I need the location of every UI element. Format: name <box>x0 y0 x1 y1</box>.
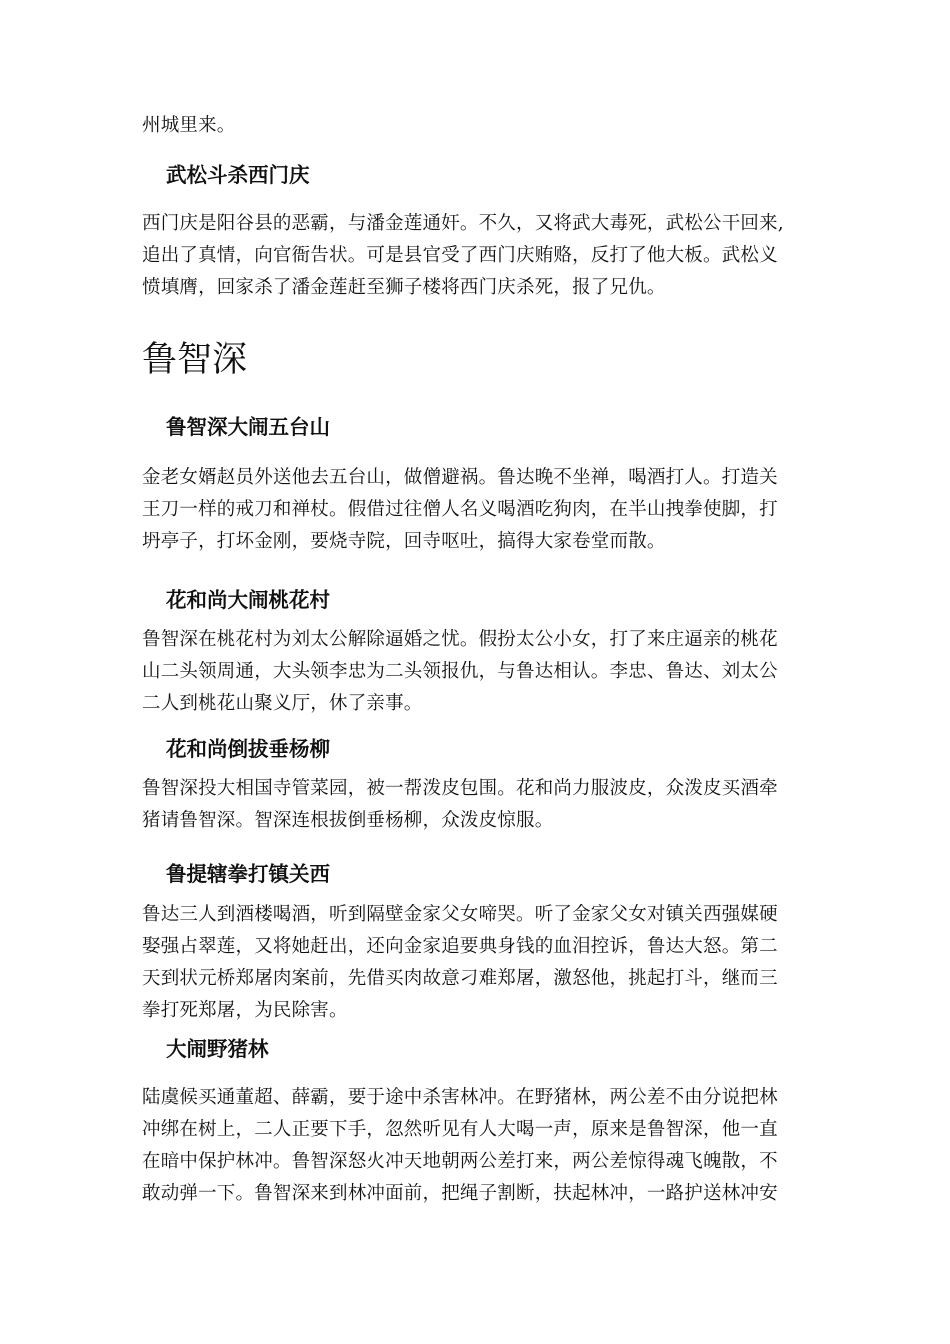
paragraph-line: 王刀一样的戒刀和禅杖。假借过往僧人名义喝酒吃狗肉，在半山拽拳使脚，打 <box>142 499 778 520</box>
paragraph-line: 州城里来。 <box>142 115 236 136</box>
paragraph-line: 鲁智深在桃花村为刘太公解除逼婚之忧。假扮太公小女，打了来庄逼亲的桃花 <box>142 629 778 650</box>
chapter-heading: 鲁智深 <box>142 340 248 380</box>
paragraph-line: 猪请鲁智深。智深连根拔倒垂杨柳，众泼皮惊服。 <box>142 810 554 831</box>
story-subtitle-2: 花和尚大闹桃花村 <box>166 588 330 612</box>
paragraph-line: 坍亭子，打坏金刚，要烧寺院，回寺呕吐，搞得大家卷堂而散。 <box>142 531 666 552</box>
paragraph-line: 追出了真情，向官衙告状。可是县官受了西门庆贿赂，反打了他大板。武松义 <box>142 245 778 266</box>
section-paragraph-wusong <box>142 208 810 304</box>
section-subtitle-wusong: 武松斗杀西门庆 <box>166 163 310 187</box>
story-paragraph-2 <box>142 624 810 720</box>
story-paragraph-5 <box>142 1082 810 1210</box>
story-subtitle-3: 花和尚倒拔垂杨柳 <box>166 737 330 761</box>
paragraph-line: 敢动弹一下。鲁智深来到林冲面前，把绳子割断，扶起林冲，一路护送林冲安 <box>142 1183 778 1204</box>
intro-paragraph-tail <box>142 110 810 142</box>
story-paragraph-1 <box>142 462 810 558</box>
paragraph-line: 陆虞候买通董超、薛霸，要于途中杀害林冲。在野猪林，两公差不由分说把林 <box>142 1087 778 1108</box>
paragraph-line: 冲绑在树上，二人正要下手，忽然听见有人大喝一声，原来是鲁智深，他一直 <box>142 1119 778 1140</box>
paragraph-line: 金老女婿赵员外送他去五台山，做僧避祸。鲁达晚不坐禅，喝酒打人。打造关 <box>142 467 778 488</box>
paragraph-line: 愤填膺，回家杀了潘金莲赶至狮子楼将西门庆杀死，报了兄仇。 <box>142 277 666 298</box>
paragraph-line: 娶强占翠莲，又将她赶出，还向金家追要典身钱的血泪控诉，鲁达大怒。第二 <box>142 936 778 957</box>
paragraph-line: 山二头领周通，大头领李忠为二头领报仇，与鲁达相认。李忠、鲁达、刘太公 <box>142 661 778 682</box>
paragraph-line: 鲁智深投大相国寺管菜园，被一帮泼皮包围。花和尚力服波皮，众泼皮买酒牵 <box>142 778 778 799</box>
paragraph-line: 在暗中保护林冲。鲁智深怒火冲天地朝两公差打来，两公差惊得魂飞魄散，不 <box>142 1151 778 1172</box>
story-subtitle-1: 鲁智深大闹五台山 <box>166 415 330 439</box>
paragraph-line: 二人到桃花山聚义厅，休了亲事。 <box>142 693 423 714</box>
story-subtitle-4: 鲁提辖拳打镇关西 <box>166 862 330 886</box>
paragraph-line: 鲁达三人到酒楼喝酒，听到隔壁金家父女啼哭。听了金家父女对镇关西强媒硬 <box>142 904 778 925</box>
story-paragraph-4 <box>142 899 810 1027</box>
paragraph-line: 天到状元桥郑屠肉案前，先借买肉故意刁难郑屠，激怒他，挑起打斗，继而三 <box>142 968 778 989</box>
paragraph-line: 西门庆是阳谷县的恶霸，与潘金莲通奸。不久，又将武大毒死，武松公干回来, <box>142 213 784 234</box>
story-subtitle-5: 大闹野猪林 <box>166 1037 269 1061</box>
story-paragraph-3 <box>142 773 810 837</box>
paragraph-line: 拳打死郑屠，为民除害。 <box>142 1000 348 1021</box>
